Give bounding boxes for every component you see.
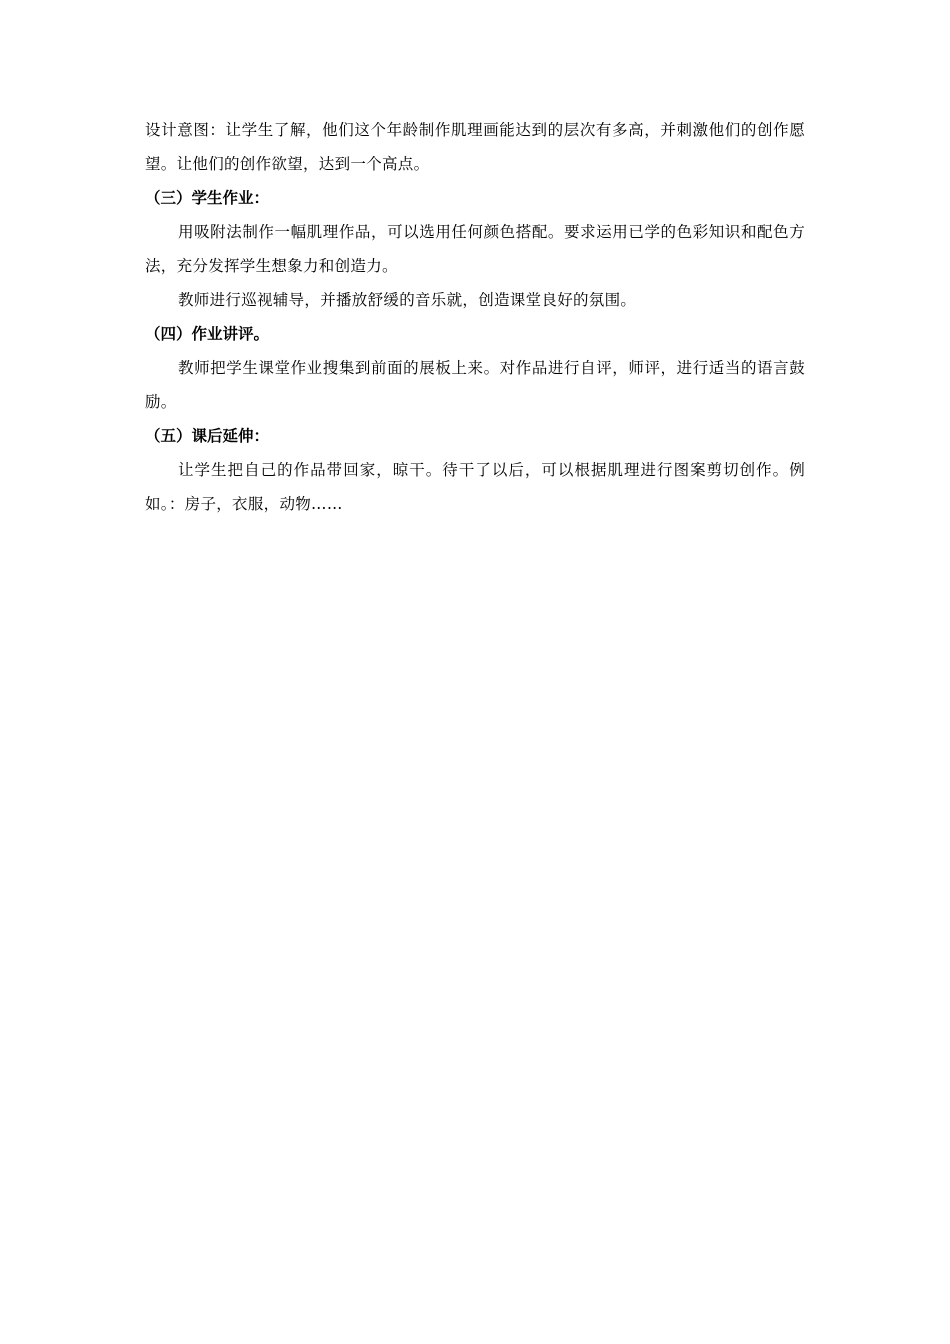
extension-paragraph: 让学生把自己的作品带回家，晾干。待干了以后，可以根据肌理进行图案剪切创作。例如。：房子，衣服，动物…… [145,461,805,513]
section-heading-work-review: （四）作业讲评。 [145,325,270,343]
document-body [145,113,805,521]
design-intent-paragraph: 设计意图：让学生了解，他们这个年龄制作肌理画能达到的层次有多高，并刺激他们的创作愿望。让他们的创作欲望，达到一个高点。 [145,121,805,173]
teacher-guidance-paragraph: 教师进行巡视辅导，并播放舒缓的音乐就，创造课堂良好的氛围。 [178,291,637,309]
work-review-paragraph: 教师把学生课堂作业搜集到前面的展板上来。对作品进行自评，师评，进行适当的语言鼓励。 [145,359,805,411]
student-work-paragraph: 用吸附法制作一幅肌理作品，可以选用任何颜色搭配。要求运用已学的色彩知识和配色方法，充分发挥学生想象力和创造力。 [145,223,805,275]
section-heading-student-work: （三）学生作业： [145,189,270,207]
section-heading-extension: （五）课后延伸： [145,427,270,445]
